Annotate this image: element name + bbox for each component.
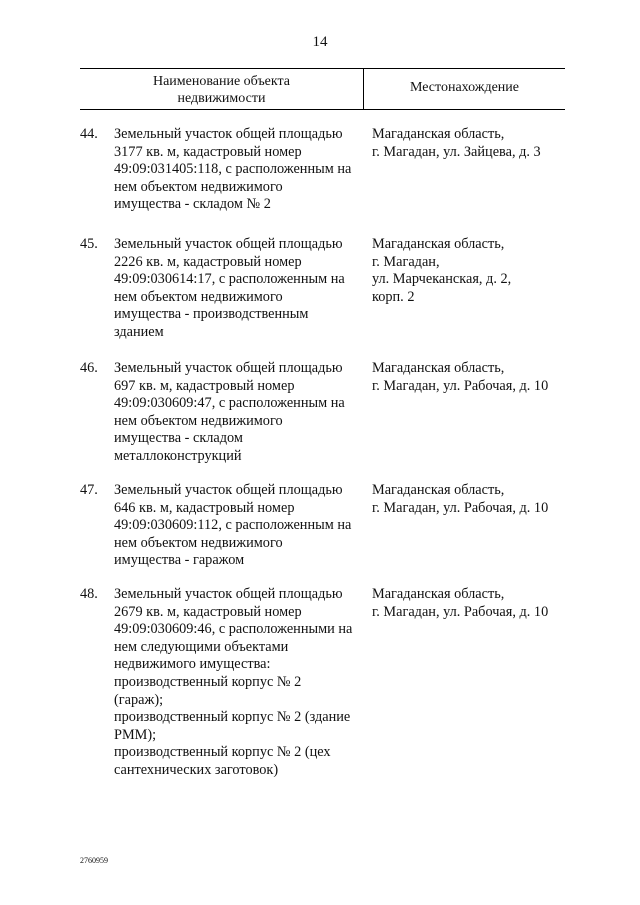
table-body <box>0 126 640 786</box>
row-number: 45. <box>80 236 98 252</box>
row-number: 47. <box>80 482 98 498</box>
row-location: Магаданская область, г. Магадан, ул. Рабочая, д. 10 <box>372 360 549 394</box>
row-number: 48. <box>80 586 98 602</box>
row-location: Магаданская область, г. Магадан, ул. Марчеканская, д. 2, корп. 2 <box>372 236 512 305</box>
row-description: Земельный участок общей площадью 697 кв. м, кадастровый номер 49:09:030609:47, с расположенным на нем объектом недвижимого имущества - складом металлоконструкций <box>114 360 345 464</box>
row-description: Земельный участок общей площадью 2679 кв. м, кадастровый номер 49:09:030609:46, с расположенными на нем следующими объектами недвижимого имущества: производственный корпус № 2 (гараж); производственный корпус № 2 (здание РММ); производственный корпус № 2 (цех сантехнических заготовок) <box>114 586 353 778</box>
table-header <box>80 68 565 110</box>
page-number: 14 <box>312 34 328 50</box>
row-description: Земельный участок общей площадью 3177 кв. м, кадастровый номер 49:09:031405:118, с расположенным на нем объектом недвижимого имущества - складом № 2 <box>114 126 352 213</box>
table-row <box>0 126 640 236</box>
header-object-name: Наименование объекта недвижимости <box>152 74 291 106</box>
row-description: Земельный участок общей площадью 646 кв. м, кадастровый номер 49:09:030609:112, с расположенным на нем объектом недвижимого имущества - гаражом <box>114 482 352 569</box>
row-number: 44. <box>80 126 98 142</box>
row-location: Магаданская область, г. Магадан, ул. Рабочая, д. 10 <box>372 482 549 516</box>
table-row <box>0 360 640 482</box>
document-code: 2760959 <box>80 856 108 865</box>
row-description: Земельный участок общей площадью 2226 кв. м, кадастровый номер 49:09:030614:17, с расположенным на нем объектом недвижимого имущества - производственным зданием <box>114 236 345 340</box>
row-location: Магаданская область, г. Магадан, ул. Зайцева, д. 3 <box>372 126 541 160</box>
row-location: Магаданская область, г. Магадан, ул. Рабочая, д. 10 <box>372 586 549 620</box>
table-row <box>0 482 640 586</box>
table-row <box>0 236 640 360</box>
header-location: Местонахождение <box>409 80 519 95</box>
row-number: 46. <box>80 360 98 376</box>
table-row <box>0 586 640 786</box>
